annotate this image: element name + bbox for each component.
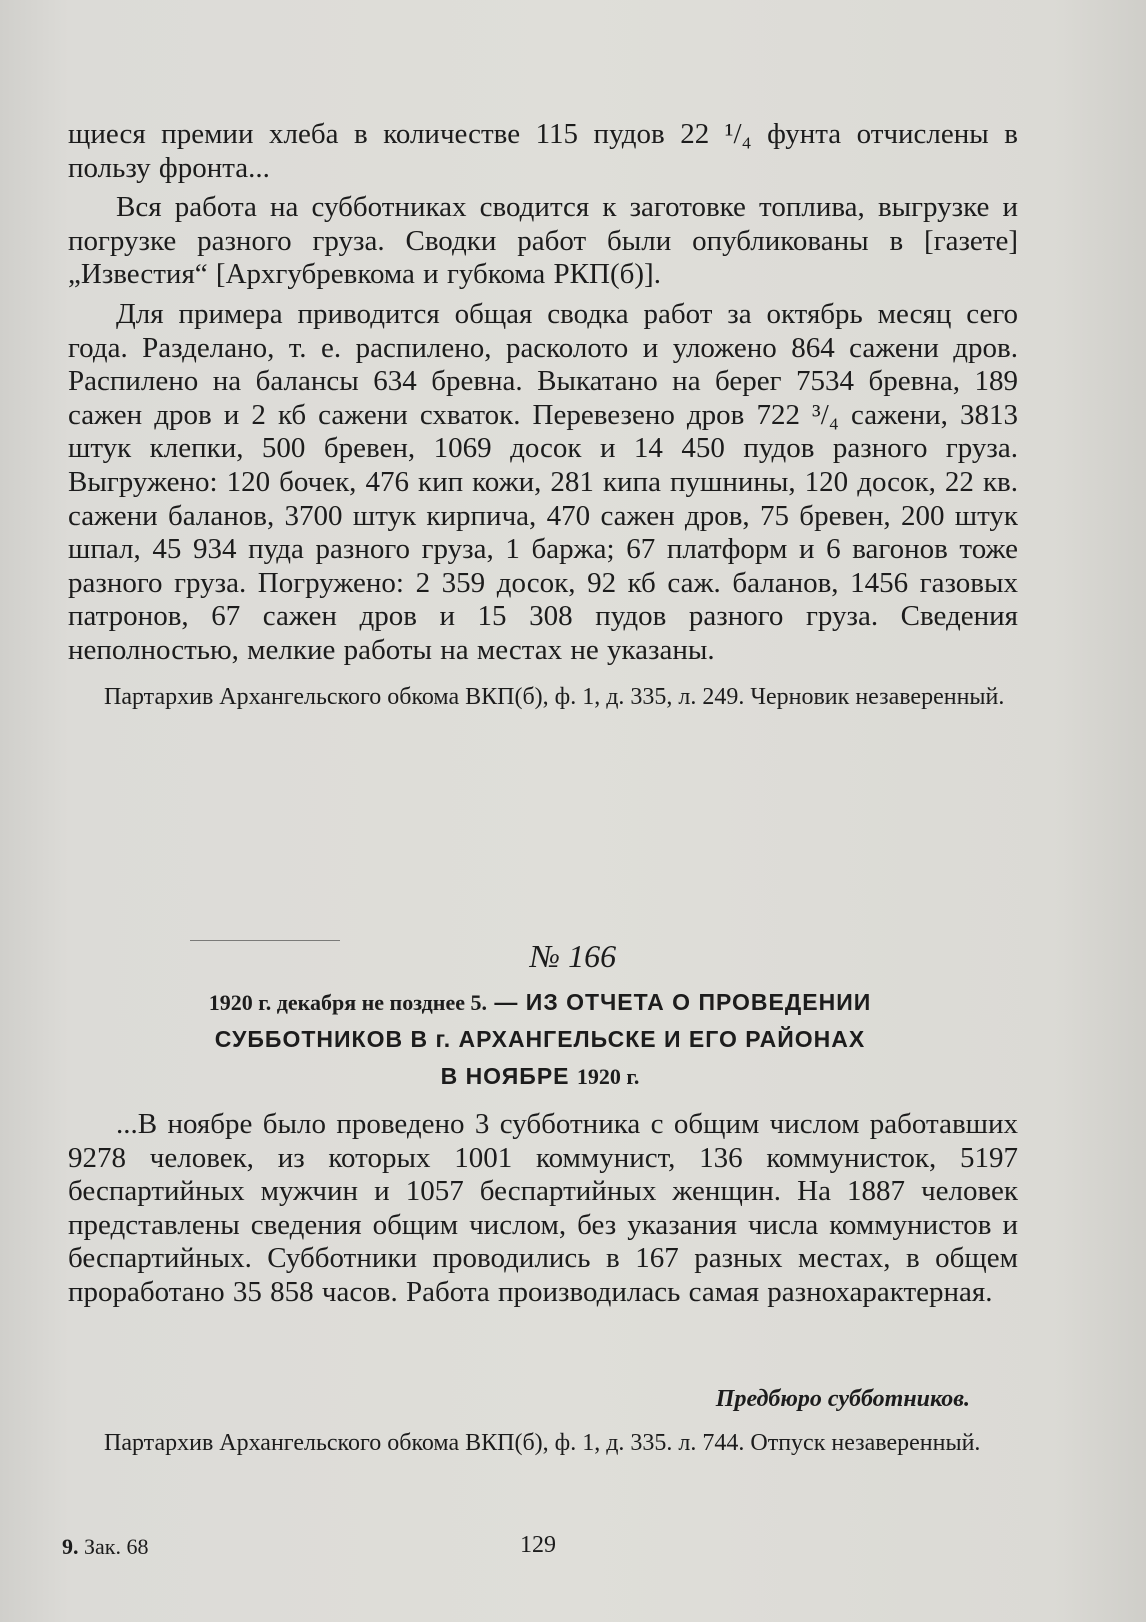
document-heading	[100, 984, 980, 1095]
document-title-line: В НОЯБРЕ	[440, 1063, 570, 1089]
signature: Предбюро субботников.	[715, 1386, 970, 1412]
archive-source-block	[68, 1428, 1018, 1458]
paragraph: Вся работа на субботниках сводится к заготовке топлива, выгрузке и погрузке разного груза. Сводки работ были опубликованы в [газете] „Известия“ [Архгубревкома и губкома РКП(б)].	[68, 191, 1018, 291]
paragraph: щиеся премии хлеба в количестве 115 пудов 22 ¹/₄ фунта отчислены в пользу фронта...	[68, 118, 1018, 184]
document-title-year: 1920 г.	[576, 1064, 640, 1089]
page-number: 129	[520, 1532, 556, 1558]
paragraph: Для примера приводится общая сводка работ за октябрь месяц сего года. Разделано, т. е. распилено, расколото и уложено 864 сажени дров. Распилено на балансы 634 бревна. Выкатано на берег 7534 бревна, 189 сажен дров и 2 кб сажени схваток. Перевезено дров 722 ³/₄ сажени, 3813 штук клепки, 500 бревен, 1069 досок и 14 450 пудов разного груза. Выгружено: 120 бочек, 476 кип кожи, 281 кипа пушнины, 120 досок, 22 кв. сажени баланов, 3700 штук кирпича, 470 сажен дров, 75 бревен, 200 штук шпал, 45 934 пуда разного груза, 1 баржа; 67 платформ и 6 вагонов тоже разного груза. Погружено: 2 359 досок, 92 кб саж. баланов, 1456 газовых патронов, 67 сажен дров и 15 308 пудов разного груза. Сведения неполностью, мелкие работы на местах не указаны.	[68, 297, 1018, 666]
print-order: Зак. 68	[84, 1534, 149, 1559]
document-date: 1920 г. декабря не позднее 5.	[208, 990, 488, 1015]
paragraph: ...В ноябре было проведено 3 субботника с общим числом работавших 9278 человек, из которых 1001 коммунист, 136 коммунисток, 5197 беспартийных мужчин и 1057 беспартийных женщин. На 1887 человек представлены сведения общим числом, без указания числа коммунистов и беспартийных. Субботники проводились в 167 разных местах, в общем проработано 35 858 часов. Работа производилась самая разнохарактерная.	[68, 1108, 1018, 1308]
document-number: № 166	[529, 938, 617, 974]
previous-document-continuation	[68, 118, 1018, 712]
printer-signature	[62, 1534, 148, 1560]
document-body	[68, 1108, 1018, 1310]
archive-source: Партархив Архангельского обкома ВКП(б), ф. 1, д. 335. л. 744. Отпуск незаверенный.	[104, 1430, 981, 1456]
archive-source: Партархив Архангельского обкома ВКП(б), ф. 1, д. 335, л. 249. Черновик незаверенный.	[104, 683, 1005, 710]
signature-mark: 9.	[62, 1534, 79, 1559]
document-title-line: СУББОТНИКОВ В г. АРХАНГЕЛЬСКЕ И ЕГО РАЙОНАХ	[214, 1026, 866, 1052]
document-title-line: — ИЗ ОТЧЕТА О ПРОВЕДЕНИИ	[494, 989, 872, 1015]
